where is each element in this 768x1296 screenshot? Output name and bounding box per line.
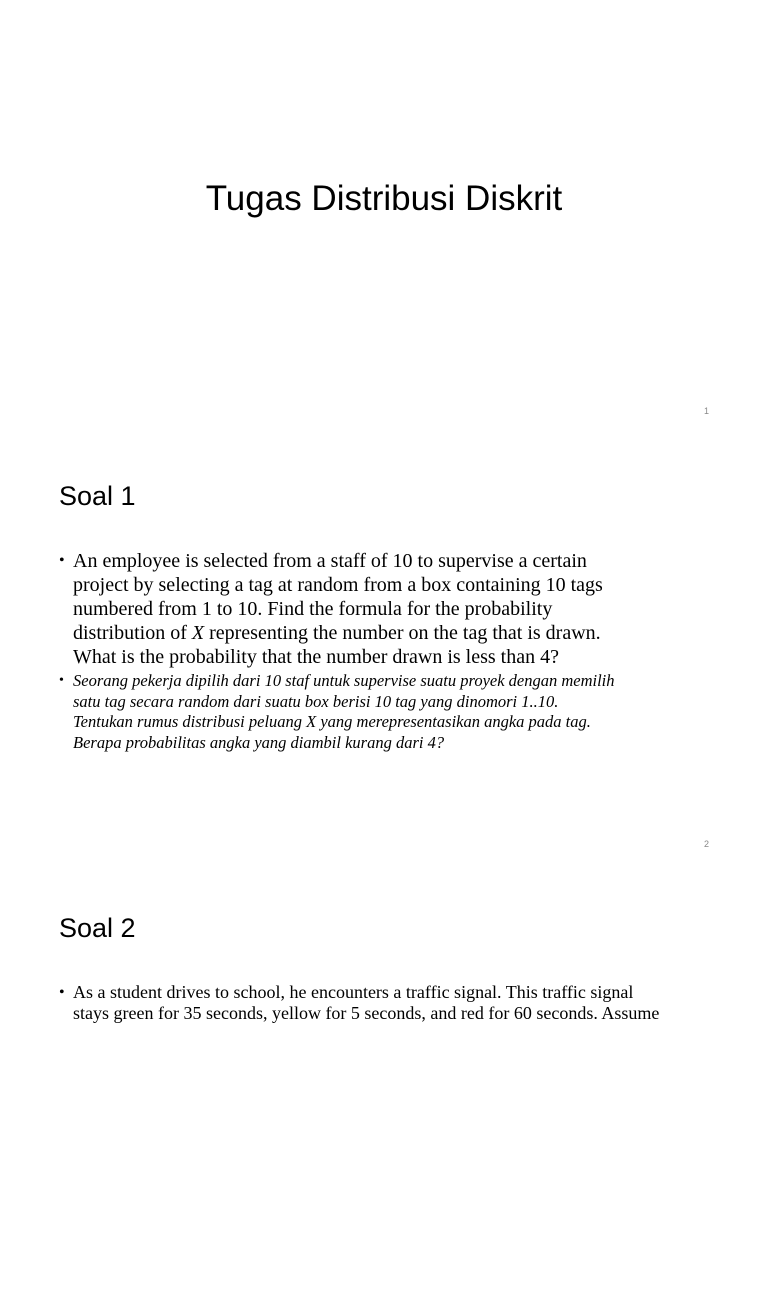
bullet-list <box>59 549 719 753</box>
bullet-line: distribution of X representing the number on the tag that is drawn. <box>73 622 601 644</box>
bullet-symbol: • <box>59 673 64 688</box>
bullet-line: stays green for 35 seconds, yellow for 5 seconds, and red for 60 seconds. Assume <box>73 1003 660 1023</box>
bullet-line: Seorang pekerja dipilih dari 10 staf untuk supervise suatu proyek dengan memilih <box>73 671 615 690</box>
slide-3 <box>0 864 768 1296</box>
bullet-line: Tentukan rumus distribusi peluang X yang merepresentasikan angka pada tag. <box>73 712 591 731</box>
bullet-line: As a student drives to school, he encounters a traffic signal. This traffic signal <box>73 982 634 1002</box>
bullet-line: Berapa probabilitas angka yang diambil kurang dari 4? <box>73 732 445 752</box>
bullet-item-english <box>59 549 719 669</box>
slide-1 <box>0 0 768 432</box>
slide-heading: Soal 1 <box>59 481 136 511</box>
slide-number: 1 <box>703 406 709 416</box>
bullet-line: satu tag secara random dari suatu box berisi 10 tag yang dinomori 1..10. <box>73 691 559 711</box>
bullet-symbol: • <box>59 984 65 1001</box>
bullet-symbol: • <box>59 552 65 569</box>
bullet-item-indonesian <box>59 671 719 753</box>
slide-number: 2 <box>703 839 709 849</box>
bullet-line: numbered from 1 to 10. Find the formula for the probability <box>73 598 553 620</box>
slide-heading: Soal 2 <box>59 913 136 943</box>
bullet-line: What is the probability that the number drawn is less than 4? <box>73 646 559 668</box>
bullet-list <box>59 982 719 1024</box>
presentation-title: Tugas Distribusi Diskrit <box>205 179 563 218</box>
bullet-line: project by selecting a tag at random from a box containing 10 tags <box>73 574 603 596</box>
slide-2 <box>0 432 768 864</box>
bullet-item-english <box>59 982 719 1024</box>
italic-variable: X <box>191 622 205 644</box>
bullet-line: An employee is selected from a staff of 10 to supervise a certain <box>73 550 587 572</box>
